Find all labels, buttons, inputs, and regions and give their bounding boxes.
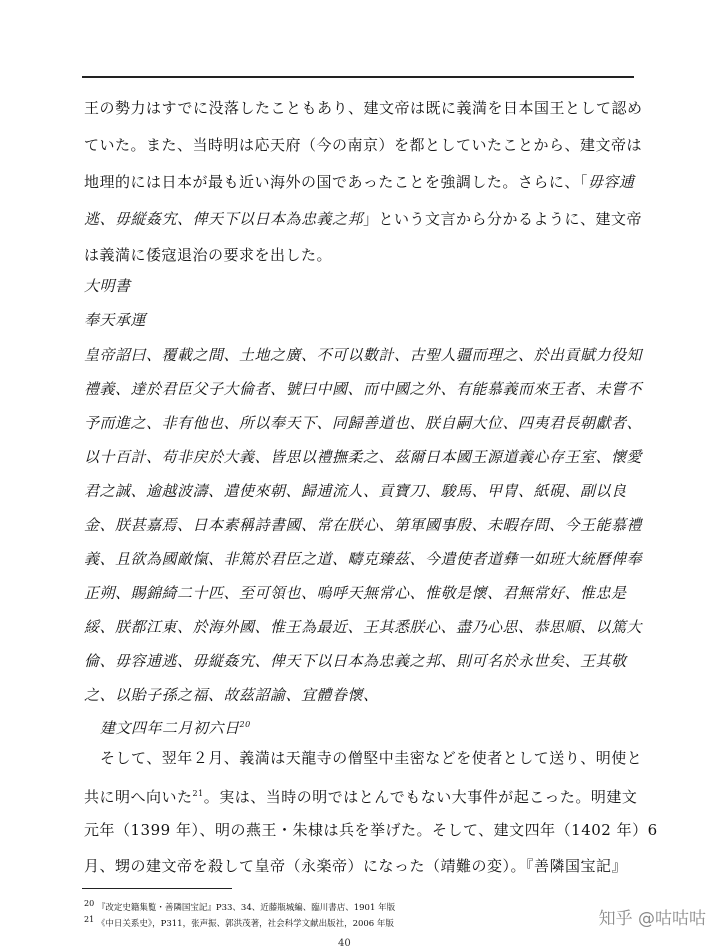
footnote-rule [82,888,232,889]
paragraph-text: 地理的には日本が最も近い海外の国であったことを強調した。さらに、「 [84,173,588,191]
letter-line: 正朔、賜錦綺二十匹、至可領也、嗚呼天無常心、惟敬是懷、君無常好、惟忠是 [84,584,627,602]
footnote-text: 『改定史籍集覧・善隣国宝記』P33、34、近藤瓶城編、臨川書店、1901 年版 [96,902,396,913]
letter-date [100,715,660,738]
letter-line: 皇帝詔曰、覆載之間、土地之廣、不可以數計、古聖人疆而理之、於出貢賦力役知 [84,346,643,364]
paragraph-line [84,784,644,807]
letter-line: 義、且欲為國敵愾、非篤於君臣之道、疇克臻茲、今遣使者道彝一如班大統曆俾奉 [84,550,643,568]
footnote-ref: 20 [239,720,251,729]
paragraph-line: は義満に倭寇退治の要求を出した。 [84,246,333,264]
paragraph-text: 」という文言から分かるように、建文帝 [363,210,643,228]
page-number: 40 [338,938,351,949]
paragraph-line: 月、甥の建文帝を殺して皇帝（永楽帝）になった（靖難の変）。『善隣国宝記』 [84,857,628,875]
paragraph-line [84,209,644,229]
paragraph-text: 。実は、当時の明ではとんでもない大事件が起こった。明建文 [203,788,638,806]
letter-line: 金、朕甚嘉焉、日本素稱詩書國、常在朕心、第軍國事殷、未暇存問、今王能慕禮 [84,516,643,534]
paragraph-line: ていた。また、当時明は応天府（今の南京）を都としていたことから、建文帝は [84,136,643,154]
footnote [84,914,394,930]
watermark: 知乎 @咕咕咕 [598,909,706,929]
paragraph-line: 元年（1399 年）、明の燕王・朱棣は兵を挙げた。そして、建文四年（1402 年）6 [84,821,658,839]
paragraph-line [84,172,644,192]
footnote [84,898,395,914]
footnote-text: 《中日关系史》，P311，张声振、郭洪茂著，社会科学文献出版社，2006 年版 [96,918,394,929]
paragraph-line: 王の勢力はすでに没落したこともあり、建文帝は既に義満を日本国王として認め [84,99,643,117]
letter-line: 倫、毋容逋逃、毋縦姦宄、俾天下以日本為忠義之邦、則可名於永世矣、王其敬 [84,652,627,670]
letter-line: 禮義、達於君臣父子大倫者、號曰中國、而中國之外、有能慕義而來王者、未嘗不 [84,380,643,398]
letter-line: 綏、朕都江東、於海外國、惟王為最近、王其悉朕心、盡乃心思、恭思順、以篤大 [84,618,643,636]
letter-subtitle: 奉天承運 [84,311,147,329]
letter-line: 予而進之、非有他也、所以奉天下、同歸善道也、朕自嗣大位、四夷君長朝獻者、 [84,414,643,432]
footnote-number: 21 [84,915,95,924]
paragraph-line: そして、翌年２月、義満は天龍寺の僧堅中圭密などを使者として送り、明使と [100,749,643,767]
footnote-ref: 21 [192,789,204,798]
paragraph-text: 共に明へ向いた [84,788,193,806]
letter-line: 之、以貽子孫之福、故茲詔諭、宜體眷懷、 [84,686,379,704]
quoted-phrase: 逃、毋縦姦宄、俾天下以日本為忠義之邦 [84,210,364,228]
footnote-number: 20 [84,899,95,908]
letter-line: 以十百計、苟非戻於大義、皆思以禮撫柔之、茲爾日本國王源道義心存王室、懷愛 [84,448,643,466]
letter-title: 大明書 [84,277,131,295]
letter-date-text: 建文四年二月初六日 [100,719,240,737]
letter-line: 君之誠、逾越波濤、遣使來朝、歸逋流人、貢寶刀、駿馬、甲冑、紙硯、副以良 [84,482,627,500]
header-rule [82,76,634,78]
quoted-phrase: 毋容逋 [587,173,635,191]
